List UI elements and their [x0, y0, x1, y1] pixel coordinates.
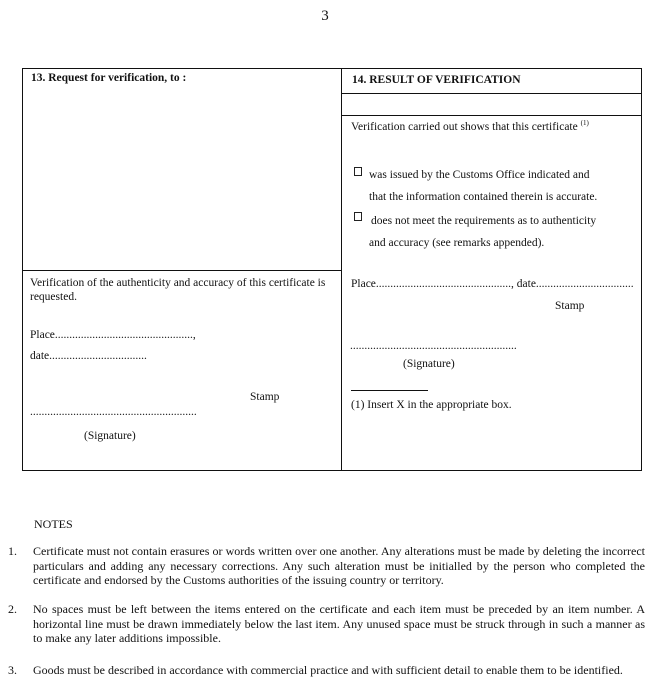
note-3-text: Goods must be described in accordance with commercial practice and with sufficient detail to enable them to be identified.: [33, 663, 623, 677]
box14-stamp-label: Stamp: [555, 300, 585, 312]
box13-place-field[interactable]: Place................................................,: [30, 329, 196, 341]
option-not-meet-checkbox[interactable]: [354, 212, 362, 221]
option-issued-checkbox[interactable]: [354, 167, 362, 176]
option-not-meet-line2: and accuracy (see remarks appended).: [369, 237, 545, 249]
page-number: 3: [321, 8, 329, 24]
box13-signature-line[interactable]: ..........................................................: [30, 406, 197, 418]
option-not-meet-line1: does not meet the requirements as to authenticity: [371, 215, 597, 227]
option-issued-line2: that the information contained therein is accurate.: [369, 191, 598, 203]
box14-footnote: (1) Insert X in the appropriate box.: [351, 399, 512, 411]
note-2-text: No spaces must be left between the items entered on the certificate and each item must be preceded by an item number. A horizontal line must be drawn immediately below the last item. Any unused space must be struck through in such a manner as to make any later additions impossible.: [33, 602, 645, 645]
box14-heading: 14. RESULT OF VERIFICATION: [352, 74, 521, 86]
box14-intro-text: Verification carried out shows that this certificate: [351, 120, 578, 133]
footnote-rule: [351, 390, 428, 391]
box14-heading-divider: [341, 93, 642, 94]
box13-divider: [22, 270, 342, 271]
note-2-number: 2.: [8, 602, 17, 616]
box13-heading: 13. Request for verification, to :: [31, 72, 187, 84]
box14-place-date-field[interactable]: Place..............................................., date..................................: [351, 278, 634, 290]
box13-date-field[interactable]: date..................................: [30, 350, 147, 362]
box14-signature-label: (Signature): [403, 358, 455, 370]
box13-signature-label: (Signature): [84, 430, 136, 442]
box13-stamp-label: Stamp: [250, 391, 280, 403]
footnote-marker: (1): [580, 119, 589, 127]
note-1-number: 1.: [8, 544, 17, 558]
box14-intro: [351, 116, 589, 134]
box13-request-text: Verification of the authenticity and accuracy of this certificate is requested.: [30, 277, 326, 303]
option-issued-line1: was issued by the Customs Office indicated and: [369, 169, 590, 181]
notes-heading: NOTES: [34, 517, 73, 531]
note-1-text: Certificate must not contain erasures or words written over one another. Any alterations must be made by deleting the incorrect particulars and adding any necessary corrections. Any such alteration must be initialled by the person who completed the certificate and endorsed by the Customs authorities of the issuing country or territory.: [33, 544, 645, 587]
note-3-number: 3.: [8, 663, 17, 677]
box14-signature-line[interactable]: ..........................................................: [350, 340, 517, 352]
